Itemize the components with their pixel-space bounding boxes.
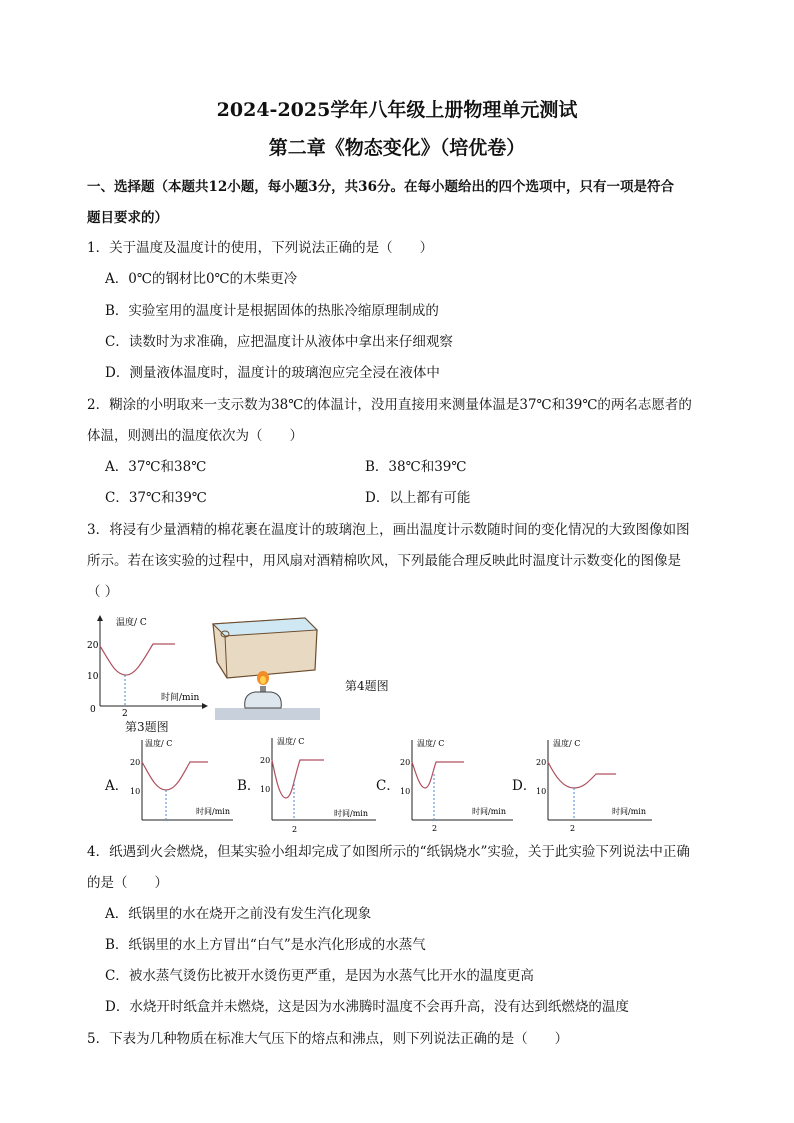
q4-option-b: B．纸锅里的水上方冒出“白气”是水汽化形成的水蒸气 xyxy=(105,937,426,953)
q3-option-c-graph[interactable] xyxy=(398,734,518,834)
fig4-paper-pot-illustration xyxy=(205,612,325,722)
page-subtitle: 第二章《物态变化》（培优卷） xyxy=(268,137,526,159)
fig3-graph xyxy=(85,612,210,724)
q1-option-c: C．读数时为求准确，应把温度计从液体中拿出来仔细观察 xyxy=(105,334,453,350)
q3-option-d-graph[interactable] xyxy=(534,734,659,834)
opt-c-y10: 10 xyxy=(400,787,411,796)
q3-stem-end: （ ） xyxy=(87,584,119,600)
opt-a-y20: 20 xyxy=(130,758,141,767)
q1-option-a: A．0℃的钢材比0℃的木柴更冷 xyxy=(105,271,298,287)
q3-option-d-label: D． xyxy=(512,778,537,794)
q3-stem-cont: 所示。若在该实验的过程中，用风扇对酒精棉吹风，下列最能合理反映此时温度计示数变化的图像是 xyxy=(87,553,681,569)
opt-d-xlabel: 时间/min xyxy=(612,807,646,816)
fig3-x2: 2 xyxy=(122,709,128,719)
opt-c-xlabel: 时间/min xyxy=(472,807,506,816)
q4-stem-cont: 的是（ ） xyxy=(87,875,168,891)
page-title: 2024-2025学年八年级上册物理单元测试 xyxy=(216,99,578,121)
fig3-xlabel: 时间/min xyxy=(161,693,200,703)
opt-a-xlabel: 时间/min xyxy=(196,807,230,816)
q5-stem: 5．下表为几种物质在标准大气压下的熔点和沸点，则下列说法正确的是（ ） xyxy=(87,1031,569,1047)
opt-c-y20: 20 xyxy=(400,758,411,767)
opt-d-x2: 2 xyxy=(570,824,576,833)
fig3-y10: 10 xyxy=(87,672,99,682)
section-heading-cont: 题目要求的） xyxy=(87,210,168,226)
opt-b-x2: 2 xyxy=(292,825,298,834)
q4-option-a: A．纸锅里的水在烧开之前没有发生汽化现象 xyxy=(105,906,372,922)
q1-option-b: B．实验室用的温度计是根据固体的热胀冷缩原理制成的 xyxy=(105,303,439,319)
q3-option-a-graph[interactable] xyxy=(128,734,238,834)
q3-option-b-label: B． xyxy=(237,778,261,794)
q2-option-b: B．38℃和39℃ xyxy=(365,459,467,475)
q2-option-c: C．37℃和39℃ xyxy=(105,490,207,506)
q2-option-a: A．37℃和38℃ xyxy=(105,459,207,475)
q4-option-c: C．被水蒸气烫伤比被开水烫伤更严重，是因为水蒸气比开水的温度更高 xyxy=(105,968,534,984)
opt-a-ylabel: 温度/ C xyxy=(145,739,173,748)
q3-option-c-label: C． xyxy=(376,778,400,794)
q4-stem: 4．纸遇到火会燃烧，但某实验小组却完成了如图所示的“纸锅烧水”实验，关于此实验下列说法中正确 xyxy=(87,844,690,860)
q3-option-a-label: A． xyxy=(105,778,129,794)
q1-stem: 1．关于温度及温度计的使用，下列说法正确的是（ ） xyxy=(87,240,434,256)
q2-option-d: D．以上都有可能 xyxy=(365,490,471,506)
fig3-ylabel: 温度/ C xyxy=(116,618,147,628)
q4-option-d: D．水烧开时纸盒并未燃烧，这是因为水沸腾时温度不会再升高，没有达到纸燃烧的温度 xyxy=(105,999,629,1015)
fig3-label: 第3题图 xyxy=(125,720,169,734)
opt-b-y20: 20 xyxy=(260,756,271,765)
opt-d-y20: 20 xyxy=(536,758,547,767)
opt-b-xlabel: 时间/min xyxy=(334,809,368,818)
q2-stem: 2．糊涂的小明取来一支示数为38℃的体温计，没用直接用来测量体温是37℃和39℃的两名志愿者的 xyxy=(87,397,692,413)
opt-a-y10: 10 xyxy=(130,787,141,796)
fig3-origin: 0 xyxy=(90,705,96,715)
q3-option-b-graph[interactable] xyxy=(258,732,383,837)
section-heading: 一、选择题（本题共12小题，每小题3分，共36分。在每小题给出的四个选项中，只有一项是符合 xyxy=(87,179,674,195)
q3-stem: 3．将浸有少量酒精的棉花裹在温度计的玻璃泡上，画出温度计示数随时间的变化情况的大致图像如图 xyxy=(87,522,690,538)
opt-d-y10: 10 xyxy=(536,787,547,796)
q2-stem-cont: 体温，则测出的温度依次为（ ） xyxy=(87,428,303,444)
opt-b-y10: 10 xyxy=(260,785,271,794)
q1-option-d: D．测量液体温度时，温度计的玻璃泡应完全浸在液体中 xyxy=(105,365,440,381)
opt-d-ylabel: 温度/ C xyxy=(553,739,581,748)
opt-b-ylabel: 温度/ C xyxy=(277,737,305,746)
opt-c-x2: 2 xyxy=(432,824,438,833)
fig4-label: 第4题图 xyxy=(345,679,389,693)
fig3-y20: 20 xyxy=(87,641,99,651)
opt-c-ylabel: 温度/ C xyxy=(417,739,445,748)
